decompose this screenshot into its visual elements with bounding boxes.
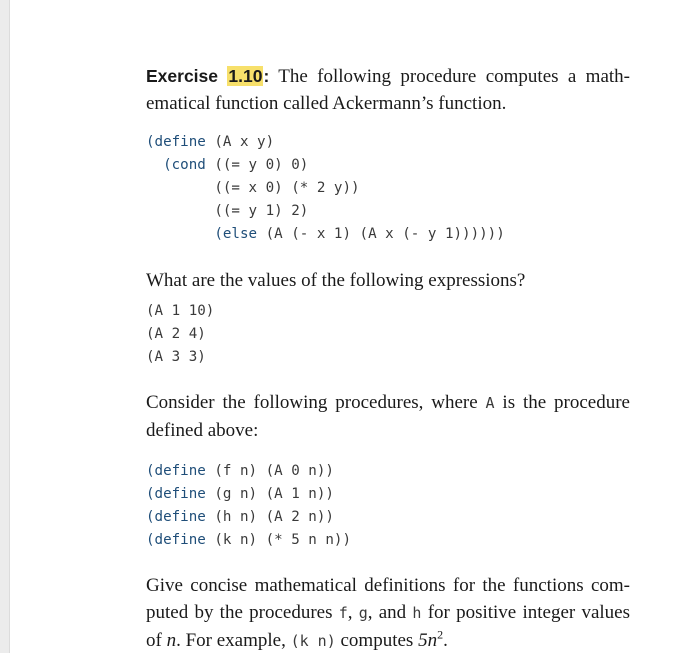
intro-text: The following procedure computes a mathematical function called Ackermann’s function. (146, 66, 630, 114)
code-keyword: (else (214, 226, 258, 242)
inline-code-a: A (485, 394, 495, 412)
code-text: ((= y 0) 0) (205, 157, 309, 173)
ackermann-definition-code (146, 131, 630, 246)
expression-line: (A 2 4) (146, 326, 206, 342)
code-text: (A x y) (205, 134, 275, 150)
question-procedures: Consider the following procedures, where A is the procedure defined above: (146, 392, 630, 441)
code-text: (f n) (A 0 n)) (205, 463, 334, 479)
exercise-intro (146, 63, 630, 117)
page-edge (0, 0, 10, 653)
math-formula: $5n^2$ (418, 627, 444, 651)
exercise-heading: Exercise (146, 66, 219, 86)
code-keyword: (define (146, 509, 206, 525)
code-keyword: (define (146, 134, 206, 150)
math-exponent: 2 (437, 627, 444, 642)
code-keyword: (define (146, 463, 206, 479)
code-text: (A (- x 1) (A x (- y 1)))))) (257, 226, 505, 242)
inline-code-f: f (338, 604, 348, 622)
code-keyword: (define (146, 486, 206, 502)
exercise-content (146, 63, 630, 655)
expressions-code (146, 300, 630, 369)
exercise-colon: : (263, 66, 270, 86)
code-keyword: (cond (163, 157, 206, 173)
code-text: (h n) (A 2 n)) (205, 509, 334, 525)
inline-code-h: h (412, 604, 422, 622)
code-text: ((= y 1) 2) (214, 203, 309, 219)
math-variable-n: n (166, 630, 177, 651)
expression-line: (A 3 3) (146, 349, 206, 365)
code-keyword: (define (146, 532, 206, 548)
question-values: What are the values of the following expressions? (146, 270, 526, 291)
code-text: ((= x 0) (* 2 y)) (214, 180, 360, 196)
final-question: Give concise mathematical definitions for the functions computed by the procedures f, g, and h for positive integer values of n. For example, (k n) computes $5n^2$. (146, 575, 630, 651)
code-text: (g n) (A 1 n)) (205, 486, 334, 502)
code-text: (k n) (* 5 n n)) (205, 532, 352, 548)
expression-line: (A 1 10) (146, 303, 215, 319)
inline-code-g: g (358, 604, 368, 622)
exercise-number-highlight: 1.10 (228, 66, 263, 86)
procedures-code (146, 460, 630, 552)
inline-code-k-n: (k n) (290, 632, 336, 650)
